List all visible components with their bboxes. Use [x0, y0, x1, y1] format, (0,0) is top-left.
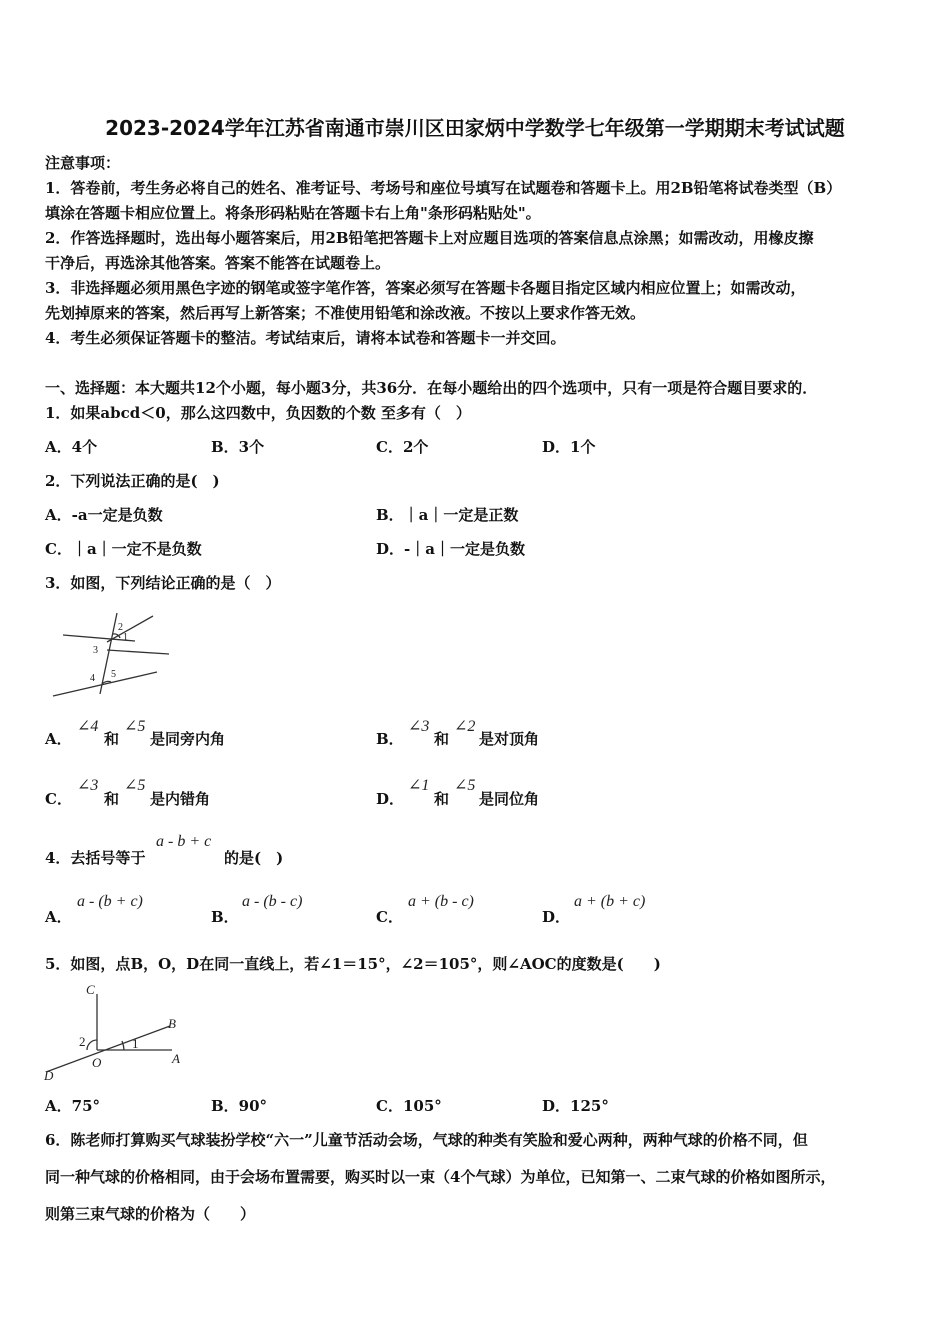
q5-figure — [42, 980, 184, 1084]
q4-option-b-label: B． — [211, 908, 239, 926]
q4-stem: 4．去括号等于 — [45, 849, 146, 867]
q3-option-d-text: 是同位角 — [479, 790, 540, 808]
q5-option-a: A．75° — [45, 1097, 101, 1115]
notice-line: 填涂在答题卡相应位置上。将条形码粘贴在答题卡右上角"条形码粘贴处"。 — [45, 204, 541, 222]
q3-option-b-and: 和 — [434, 730, 450, 748]
fig-label-b: B — [168, 1016, 176, 1031]
notice-line: 干净后，再选涂其他答案。答案不能答在试题卷上。 — [45, 254, 391, 272]
fig-label-2: 2 — [79, 1034, 86, 1049]
q3-option-b-text: 是对顶角 — [479, 730, 540, 748]
q4-option-a-label: A． — [45, 908, 72, 926]
q3-option-d-label: D． — [376, 790, 405, 808]
q5-stem: 5．如图，点B，O，D在同一直线上，若∠1＝15°，∠2＝105°，则∠AOC的度数是( ) — [45, 955, 661, 973]
q2-option-c: C．｜a｜一定不是负数 — [45, 540, 202, 558]
notice-line: 1．答卷前，考生务必将自己的姓名、准考证号、考场号和座位号填写在试题卷和答题卡上。用2B铅笔将试卷类型（B） — [45, 179, 842, 197]
q4-option-c-label: C． — [376, 908, 403, 926]
fig-label: 4 — [90, 673, 95, 684]
line-bod — [46, 1026, 170, 1072]
q4-option-a-expr: a - (b + c) — [77, 893, 143, 910]
q2-option-b: B．｜a｜一定是正数 — [376, 506, 519, 524]
fig-label: 5 — [111, 669, 116, 680]
q3-option-c-text: 是内错角 — [150, 790, 211, 808]
q6-stem-line: 则第三束气球的价格为（ ） — [45, 1205, 256, 1223]
q5-option-d: D．125° — [542, 1097, 609, 1115]
q2-option-a: A．-a一定是负数 — [45, 506, 163, 524]
notice-line: 4．考生必须保证答题卡的整洁。考试结束后，请将本试卷和答题卡一并交回。 — [45, 329, 566, 347]
fig-label-1: 1 — [132, 1036, 139, 1051]
fig-label: 1 — [123, 632, 128, 643]
q3-option-a-angle1: ∠4 — [77, 718, 99, 735]
fig-label: 3 — [93, 645, 98, 656]
q6-stem-line: 同一种气球的价格相同，由于会场布置需要，购买时以一束（4个气球）为单位，已知第一、二束气球的价格如图所示， — [45, 1168, 836, 1186]
q2-option-d: D．-｜a｜一定是负数 — [376, 540, 525, 558]
line-bottom — [53, 672, 157, 696]
q6-stem-line: 6．陈老师打算购买气球装扮学校“六一”儿童节活动会场，气球的种类有笑脸和爱心两种，两种气球的价格不同，但 — [45, 1131, 808, 1149]
q1-option-c: C．2个 — [376, 438, 429, 456]
q3-option-d-and: 和 — [434, 790, 450, 808]
q3-stem: 3．如图，下列结论正确的是（ ） — [45, 574, 281, 592]
q3-option-b-angle2: ∠2 — [454, 718, 476, 735]
q3-figure — [45, 608, 175, 702]
q4-option-c-expr: a + (b - c) — [408, 893, 474, 910]
q3-option-d-angle2: ∠5 — [454, 777, 476, 794]
q3-option-d-angle1: ∠1 — [408, 777, 430, 794]
q3-option-a-and: 和 — [104, 730, 120, 748]
q4-option-b-expr: a - (b - c) — [242, 893, 303, 910]
q3-option-c-angle1: ∠3 — [77, 777, 99, 794]
q1-option-a: A．4个 — [45, 438, 98, 456]
fig-label-o: O — [92, 1055, 102, 1070]
q3-option-a-angle2: ∠5 — [124, 718, 146, 735]
q2-stem: 2．下列说法正确的是( ) — [45, 472, 220, 490]
angle-2-arc — [87, 1040, 97, 1050]
fig-label: 2 — [118, 622, 123, 633]
fig-label-c: C — [86, 982, 95, 997]
fig-label-d: D — [44, 1068, 54, 1083]
q3-option-a-label: A． — [45, 730, 72, 748]
q5-option-c: C．105° — [376, 1097, 442, 1115]
q4-stem-expression: a - b + c — [156, 833, 212, 850]
notice-heading: 注意事项： — [45, 154, 121, 172]
q3-option-c-and: 和 — [104, 790, 120, 808]
fig-label-a: A — [172, 1051, 180, 1066]
line-middle — [107, 650, 169, 654]
page-title: 2023-2024学年江苏省南通市崇川区田家炳中学数学七年级第一学期期末考试试题 — [105, 116, 845, 140]
notice-line: 3．非选择题必须用黑色字迹的钢笔或签字笔作答，答案必须写在答题卡各题目指定区域内相应位置上；如需改动， — [45, 279, 806, 297]
q3-option-b-angle1: ∠3 — [408, 718, 430, 735]
q3-option-c-angle2: ∠5 — [124, 777, 146, 794]
q1-option-b: B．3个 — [211, 438, 265, 456]
q1-stem: 1．如果abcd＜0，那么这四数中，负因数的个数 至多有（ ） — [45, 404, 471, 422]
q3-option-b-label: B． — [376, 730, 404, 748]
notice-line: 2．作答选择题时，选出每小题答案后，用2B铅笔把答题卡上对应题目选项的答案信息点涂黑；如需改动，用橡皮擦 — [45, 229, 814, 247]
notice-line: 先划掉原来的答案，然后再写上新答案；不准使用铅笔和涂改液。不按以上要求作答无效。 — [45, 304, 646, 322]
q4-stem-suffix: 的是( ) — [224, 849, 284, 867]
q1-option-d: D．1个 — [542, 438, 596, 456]
q5-option-b: B．90° — [211, 1097, 268, 1115]
section-heading: 一、选择题：本大题共12个小题，每小题3分，共36分．在每小题给出的四个选项中，只有一项是符合题目要求的． — [45, 379, 818, 397]
angle-1-arc — [122, 1041, 124, 1050]
q3-option-c-label: C． — [45, 790, 72, 808]
q4-option-d-expr: a + (b + c) — [574, 893, 646, 910]
q3-option-a-text: 是同旁内角 — [150, 730, 226, 748]
q4-option-d-label: D． — [542, 908, 571, 926]
